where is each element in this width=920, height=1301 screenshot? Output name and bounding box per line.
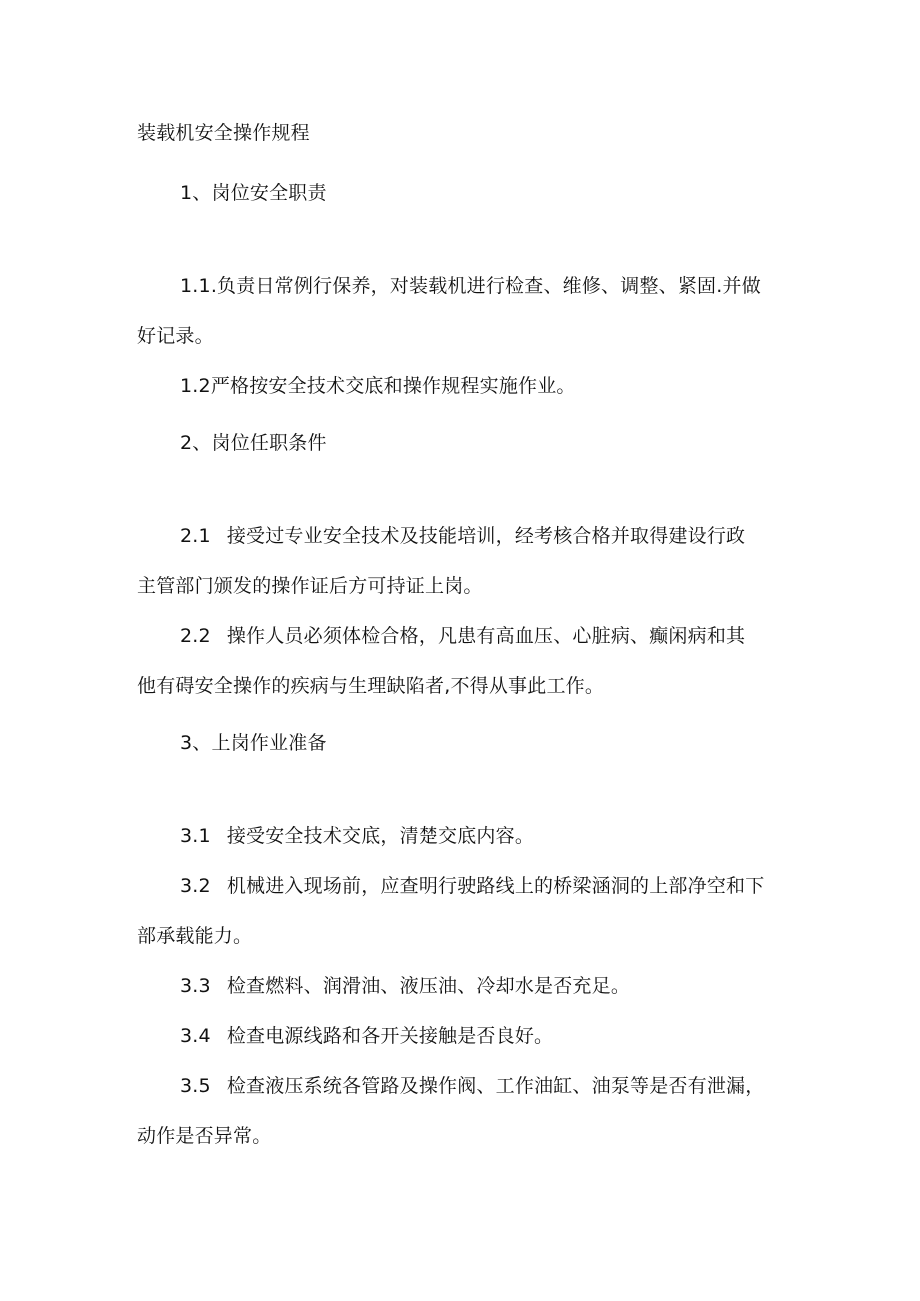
paragraph-2-1-line-1	[180, 524, 745, 548]
paragraph-1-2: 1.2严格按安全技术交底和操作规程实施作业。	[180, 375, 576, 397]
document-title: 装载机安全操作规程	[137, 122, 310, 144]
item-number: 2.1	[180, 525, 211, 547]
item-text: 检查燃料、润滑油、液压油、冷却水是否充足。	[226, 975, 631, 997]
item-text: 检查电源线路和各开关接触是否良好。	[226, 1025, 554, 1047]
paragraph-2-2-line-2: 他有碍安全操作的疾病与生理缺陷者,不得从事此工作。	[137, 675, 605, 697]
item-text: 操作人员必须体检合格，凡患有高血压、心脏病、癫闲病和其	[226, 625, 746, 647]
paragraph-1-1-line-2: 好记录。	[137, 325, 214, 347]
paragraph-1-1-line-1: 1.1.负责日常例行保养，对装载机进行检查、维修、调整、紧固.并做	[180, 275, 761, 297]
section-heading-2: 2、岗位任职条件	[180, 432, 327, 454]
item-text: 接受过专业安全技术及技能培训，经考核合格并取得建设行政	[226, 525, 746, 547]
paragraph-3-5-line-1	[180, 1074, 764, 1098]
paragraph-3-2-line-1	[180, 874, 764, 898]
paragraph-3-1	[180, 824, 534, 848]
paragraph-3-4	[180, 1024, 553, 1048]
item-number: 3.1	[180, 825, 211, 847]
item-number: 3.4	[180, 1025, 211, 1047]
section-heading-3: 3、上岗作业准备	[180, 732, 327, 754]
section-heading-1: 1、岗位安全职责	[180, 182, 327, 204]
paragraph-2-2-line-1	[180, 624, 745, 648]
paragraph-2-1-line-2: 主管部门颁发的操作证后方可持证上岗。	[137, 575, 483, 597]
item-text: 机械进入现场前，应查明行驶路线上的桥梁涵洞的上部净空和下	[226, 875, 765, 897]
item-text: 接受安全技术交底，清楚交底内容。	[226, 825, 535, 847]
item-number: 2.2	[180, 625, 211, 647]
paragraph-3-2-line-2: 部承载能力。	[137, 925, 253, 947]
item-number: 3.5	[180, 1075, 211, 1097]
item-number: 3.2	[180, 875, 211, 897]
paragraph-3-5-line-2: 动作是否异常。	[137, 1125, 272, 1147]
item-text: 检查液压系统各管路及操作阀、工作油缸、油泵等是否有泄漏，	[226, 1075, 765, 1097]
item-number: 3.3	[180, 975, 211, 997]
paragraph-3-3	[180, 974, 630, 998]
